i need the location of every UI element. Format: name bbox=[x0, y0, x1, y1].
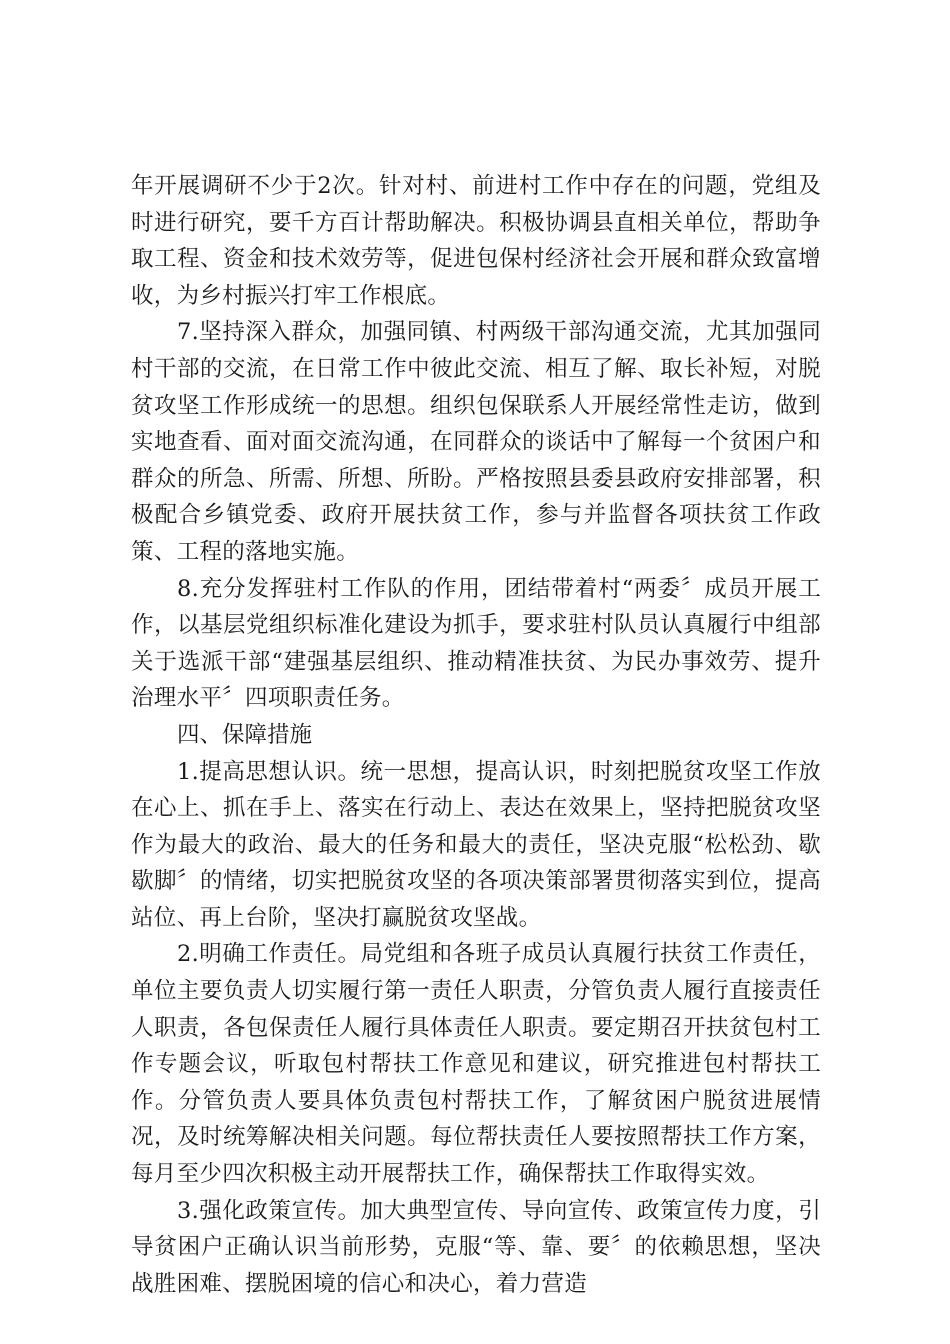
paragraph-safeguard-2: 2.明确工作责任。局党组和各班子成员认真履行扶贫工作责任，单位主要负责人切实履行第一责任人职责，分管负责人履行直接责任人职责，各包保责任人履行具体责任人职责。要定期召开扶贫包村工作专题会议，听取包村帮扶工作意见和建议，研究推进包村帮扶工作。分管负责人要具体负责包村帮扶工作，了解贫困户脱贫进展情况，及时统筹解决相关问题。每位帮扶责任人要按照帮扶工作方案，每月至少四次积极主动开展帮扶工作，确保帮扶工作取得实效。 bbox=[131, 941, 821, 1188]
paragraph-continuation: 年开展调研不少于2次。针对村、前进村工作中存在的问题，党组及时进行研究，要千方百计帮助解决。积极协调县直相关单位，帮助争取工程、资金和技术效劳等，促进包保村经济社会开展和群众致富增收，为乡村振兴打牢工作根底。 bbox=[131, 173, 821, 309]
paragraph-item-8: 8.充分发挥驻村工作队的作用，团结带着村“两委〞成员开展工作，以基层党组织标准化建设为抓手，要求驻村队员认真履行中组部关于选派干部“建强基层组织、推动精准扶贫、为民办事效劳、提升治理水平〞四项职责任务。 bbox=[131, 575, 821, 712]
paragraph-safeguard-3: 3.强化政策宣传。加大典型宣传、导向宣传、政策宣传力度，引导贫困户正确认识当前形势，克服“等、靠、要〞的依赖思想，坚决战胜困难、摆脱困境的信心和决心，着力营造 bbox=[131, 1197, 821, 1297]
document-page bbox=[131, 168, 821, 1302]
section-heading-safeguards: 四、保障措施 bbox=[177, 721, 313, 748]
paragraph-item-7: 7.坚持深入群众，加强同镇、村两级干部沟通交流，尤其加强同村干部的交流，在日常工作中彼此交流、相互了解、取长补短，对脱贫攻坚工作形成统一的思想。组织包保联系人开展经常性走访，做到实地查看、面对面交流沟通，在同群众的谈话中了解每一个贫困户和群众的所急、所需、所想、所盼。严格按照县委县政府安排部署，积极配合乡镇党委、政府开展扶贫工作，参与并监督各项扶贫工作政策、工程的落地实施。 bbox=[131, 319, 821, 565]
paragraph-safeguard-1: 1.提高思想认识。统一思想，提高认识，时刻把脱贫攻坚工作放在心上、抓在手上、落实在行动上、表达在效果上，坚持把脱贫攻坚作为最大的政治、最大的任务和最大的责任，坚决克服“松松劲、歇歇脚〞的情绪，切实把脱贫攻坚的各项决策部署贯彻落实到位，提高站位、再上台阶，坚决打赢脱贫攻坚战。 bbox=[131, 758, 821, 931]
